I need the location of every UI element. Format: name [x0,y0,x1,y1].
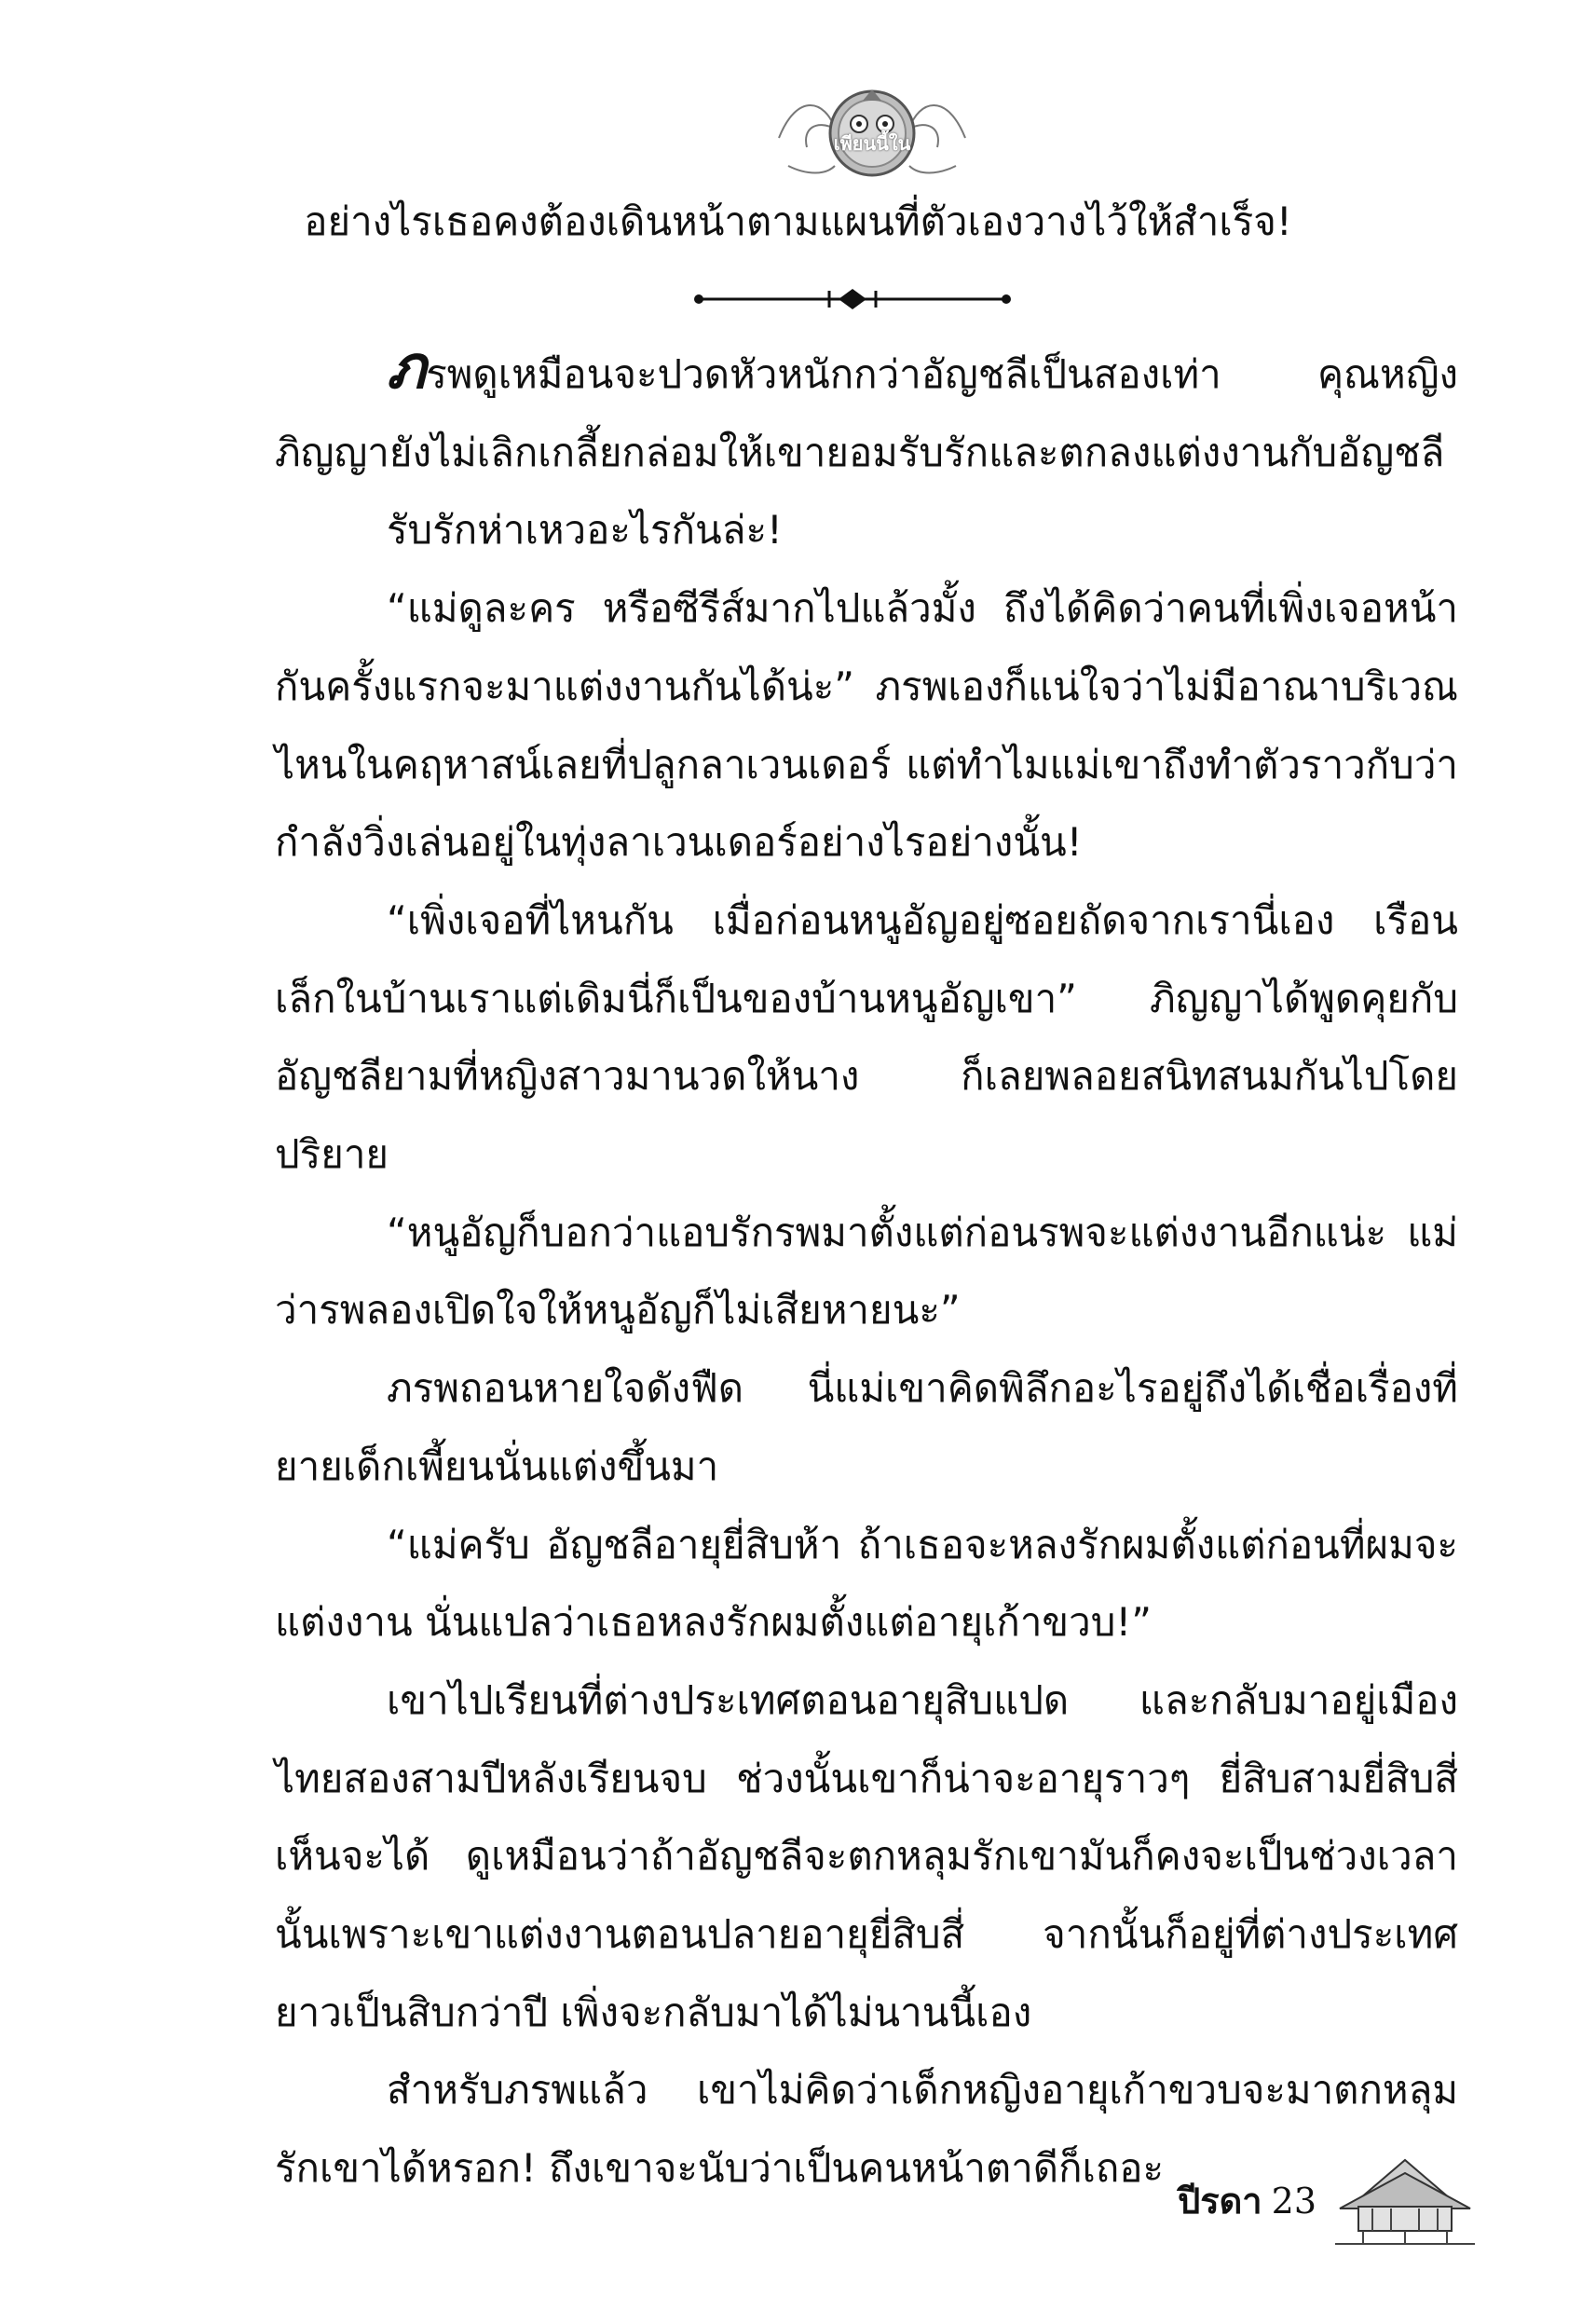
paragraph-6: ภรพถอนหายใจดังฟืด นี่แม่เขาคิดพิลึกอะไรอยู่ถึงได้เชื่อเรื่องที่ยายเด็กเพี้ยนนั่นแต่งขึ้นมา [275,1365,1458,1489]
page-number: 23 [1271,2181,1316,2222]
paragraph-4: “เพิ่งเจอที่ไหนกัน เมื่อก่อนหนูอัญอยู่ซอยถัดจากเรานี่เอง เรือนเล็กในบ้านเราแต่เดิมนี่ก็เป็นของบ้านหนูอัญเขา” ภิญญาได้พูดคุยกับอัญชลียามที่หญิงสาวมานวดให้นาง ก็เลยพลอยสนิทสนมกันไปโดยปริยาย [275,896,1458,1178]
paragraph-8: เขาไปเรียนที่ต่างประเทศตอนอายุสิบแปด และกลับมาอยู่เมืองไทยสองสามปีหลังเรียนจบ ช่วงนั้นเขาก็น่าจะอายุราวๆ ยี่สิบสามยี่สิบสี่เห็นจะได้ ดูเหมือนว่าถ้าอัญชลีจะตกหลุมรักเขามันก็คงจะเป็นช่วงเวลานั้นเพราะเขาแต่งงานตอนปลายอายุยี่สิบสี่ จากนั้นก็อยู่ที่ต่างประเทศยาวเป็นสิบกว่าปี เพิ่งจะกลับมาได้ไม่นานนี้เอง [275,1676,1458,2035]
thai-house-icon [1335,2153,1475,2246]
paragraph-3: “แม่ดูละคร หรือซีรีส์มากไปแล้วมั้ง ถึงได้คิดว่าคนที่เพิ่งเจอหน้ากันครั้งแรกจะมาแต่งงานกันได้น่ะ” ภรพเองก็แน่ใจว่าไม่มีอาณาบริเวณไหนในคฤหาสน์เลยที่ปลูกลาเวนเดอร์ แต่ทำไมแม่เขาถึงทำตัวราวกับว่ากำลังวิ่งเล่นอยู่ในทุ่งลาเวนเดอร์อย่างไรอย่างนั้น! [275,585,1458,866]
drop-cap: ภ [387,333,427,403]
body-text [275,335,1458,2208]
paragraph-2: รับรักห่าเหวอะไรกันล่ะ! [387,507,783,554]
paragraph-5: “หนูอัญก็บอกว่าแอบรักรพมาตั้งแต่ก่อนรพจะแต่งงานอีกแน่ะ แม่ว่ารพลองเปิดใจให้หนูอัญก็ไม่เสียหายนะ” [275,1209,1458,1333]
emblem-caption: เพียนนี้ใน [833,132,911,155]
paragraph-1: ภรพดูเหมือนจะปวดหัวหนักกว่าอัญชลีเป็นสองเท่า คุณหญิงภิญญายังไม่เลิกเกลี้ยกล่อมให้เขายอมรับรักและตกลงแต่งงานกับอัญชลี [275,333,1458,475]
ornamental-emblem-icon [760,35,984,212]
intro-line: อย่างไรเธอคงต้องเดินหน้าตามแผนที่ตัวเองวางไว้ให้สำเร็จ! [304,198,1292,244]
page-footer [1178,2153,1475,2246]
ornamental-divider-icon [689,285,1016,313]
paragraph-7: “แม่ครับ อัญชลีอายุยี่สิบห้า ถ้าเธอจะหลงรักผมตั้งแต่ก่อนที่ผมจะแต่งงาน นั่นแปลว่าเธอหลงรักผมตั้งแต่อายุเก้าขวบ!” [275,1521,1458,1646]
book-title: ปีรดา [1178,2180,1262,2222]
paragraph-9: สำหรับภรพแล้ว เขาไม่คิดว่าเด็กหญิงอายุเก้าขวบจะมาตกหลุมรักเขาได้หรอก! ถึงเขาจะนับว่าเป็นคนหน้าตาดีก็เถอะ [275,2067,1458,2192]
footer-label [1178,2172,1316,2229]
